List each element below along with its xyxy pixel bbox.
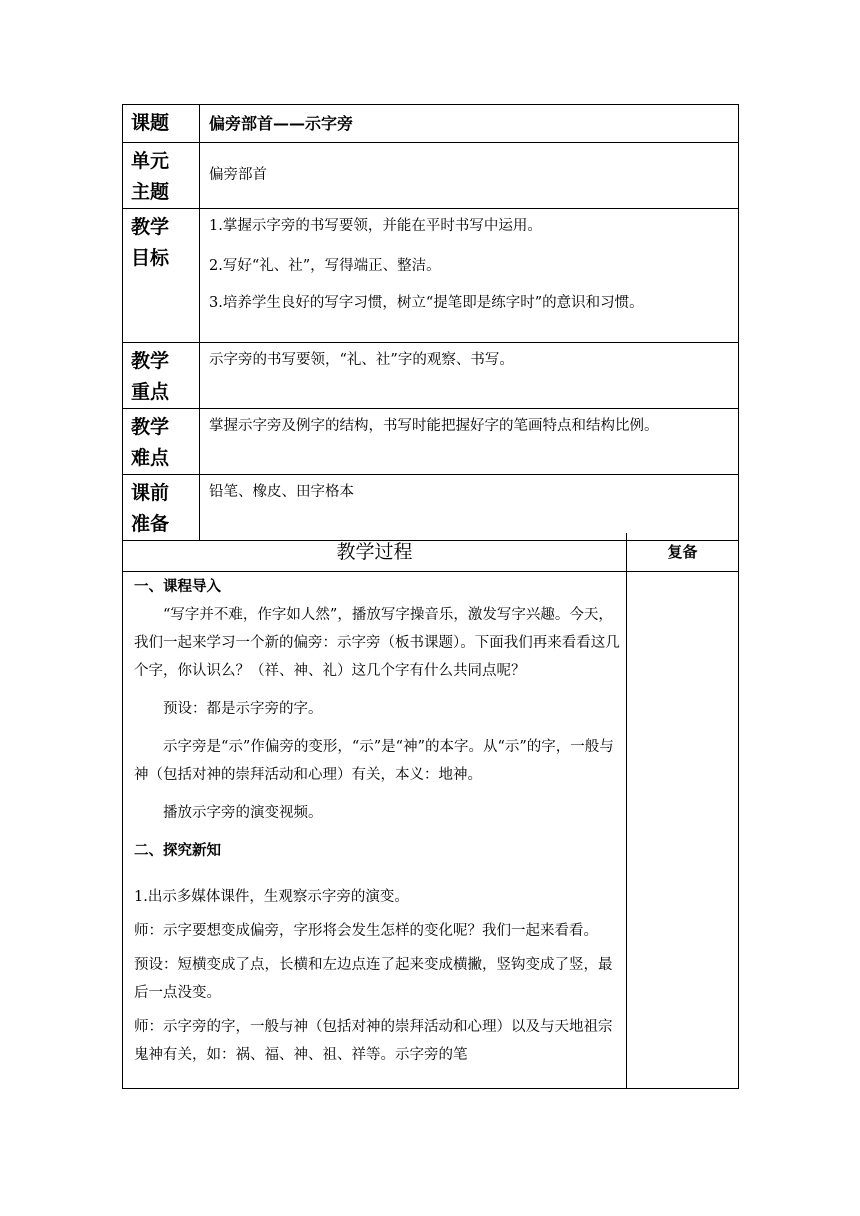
lesson-title: 偏旁部首——示字旁 [200,105,739,143]
row-label-topic: 课题 [123,105,200,143]
row-label-focus: 教学 重点 [123,343,200,409]
paragraph: 师：示字要想变成偏旁，字形将会发生怎样的变化呢？我们一起来看看。 [134,923,598,939]
class-preparation: 铅笔、橡皮、田字格本 [200,475,739,541]
row-label-difficulty: 教学 难点 [123,409,200,475]
row-label-unit: 单元 主题 [123,143,200,209]
goal-item: 3.培养学生良好的写字习惯，树立“提笔即是练字时”的意识和习惯。 [209,295,644,311]
paragraph: 播放示字旁的演变视频。 [163,805,323,821]
teaching-process-table [122,533,739,1089]
teaching-goals [200,209,739,343]
goal-item: 2.写好“礼、社”，写得端正、整洁。 [209,258,441,274]
process-content [134,573,620,1069]
section-title: 二、探究新知 [134,843,221,859]
paragraph: 预设：短横变成了点，长横和左边点连了起来变成横撇，竖钩变成了竖，最后一点没变。 [134,957,613,1001]
paragraph: “写字并不难，作字如人然”，播放写字操音乐，激发写字兴趣。今天，我们一起来学习一个新的偏旁：示字旁（板书课题）。下面我们再来看看这几个字，你认识么？（祥、神、礼）这几个字有什么共同点呢？ [134,607,620,679]
process-header: 教学过程 [336,541,413,563]
section-title: 一、课程导入 [134,579,221,595]
teaching-difficulty: 掌握示字旁及例字的结构，书写时能把握好字的笔画特点和结构比例。 [200,409,739,475]
teaching-focus: 示字旁的书写要领，“礼、社”字的观察、书写。 [200,343,739,409]
paragraph: 预设：都是示字旁的字。 [163,701,323,717]
lesson-plan-table [122,104,739,541]
paragraph: 示字旁是“示”作偏旁的变形，“示”是“神”的本字。从“示”的字，一般与神（包括对神的崇拜活动和心理）有关，本义：地神。 [134,739,614,783]
row-label-goals: 教学 目标 [123,209,200,343]
column-divider [626,533,627,1088]
remark-header: 复备 [667,543,698,561]
unit-theme: 偏旁部首 [200,143,739,209]
row-label-prep: 课前 准备 [123,475,200,541]
goal-item: 1.掌握示字旁的书写要领，并能在平时书写中运用。 [209,218,542,234]
paragraph: 师：示字旁的字，一般与神（包括对神的崇拜活动和心理）以及与天地祖宗鬼神有关，如：祸、福、神、祖、祥等。示字旁的笔 [134,1019,613,1063]
paragraph: 1.出示多媒体课件，生观察示字旁的演变。 [134,889,409,905]
